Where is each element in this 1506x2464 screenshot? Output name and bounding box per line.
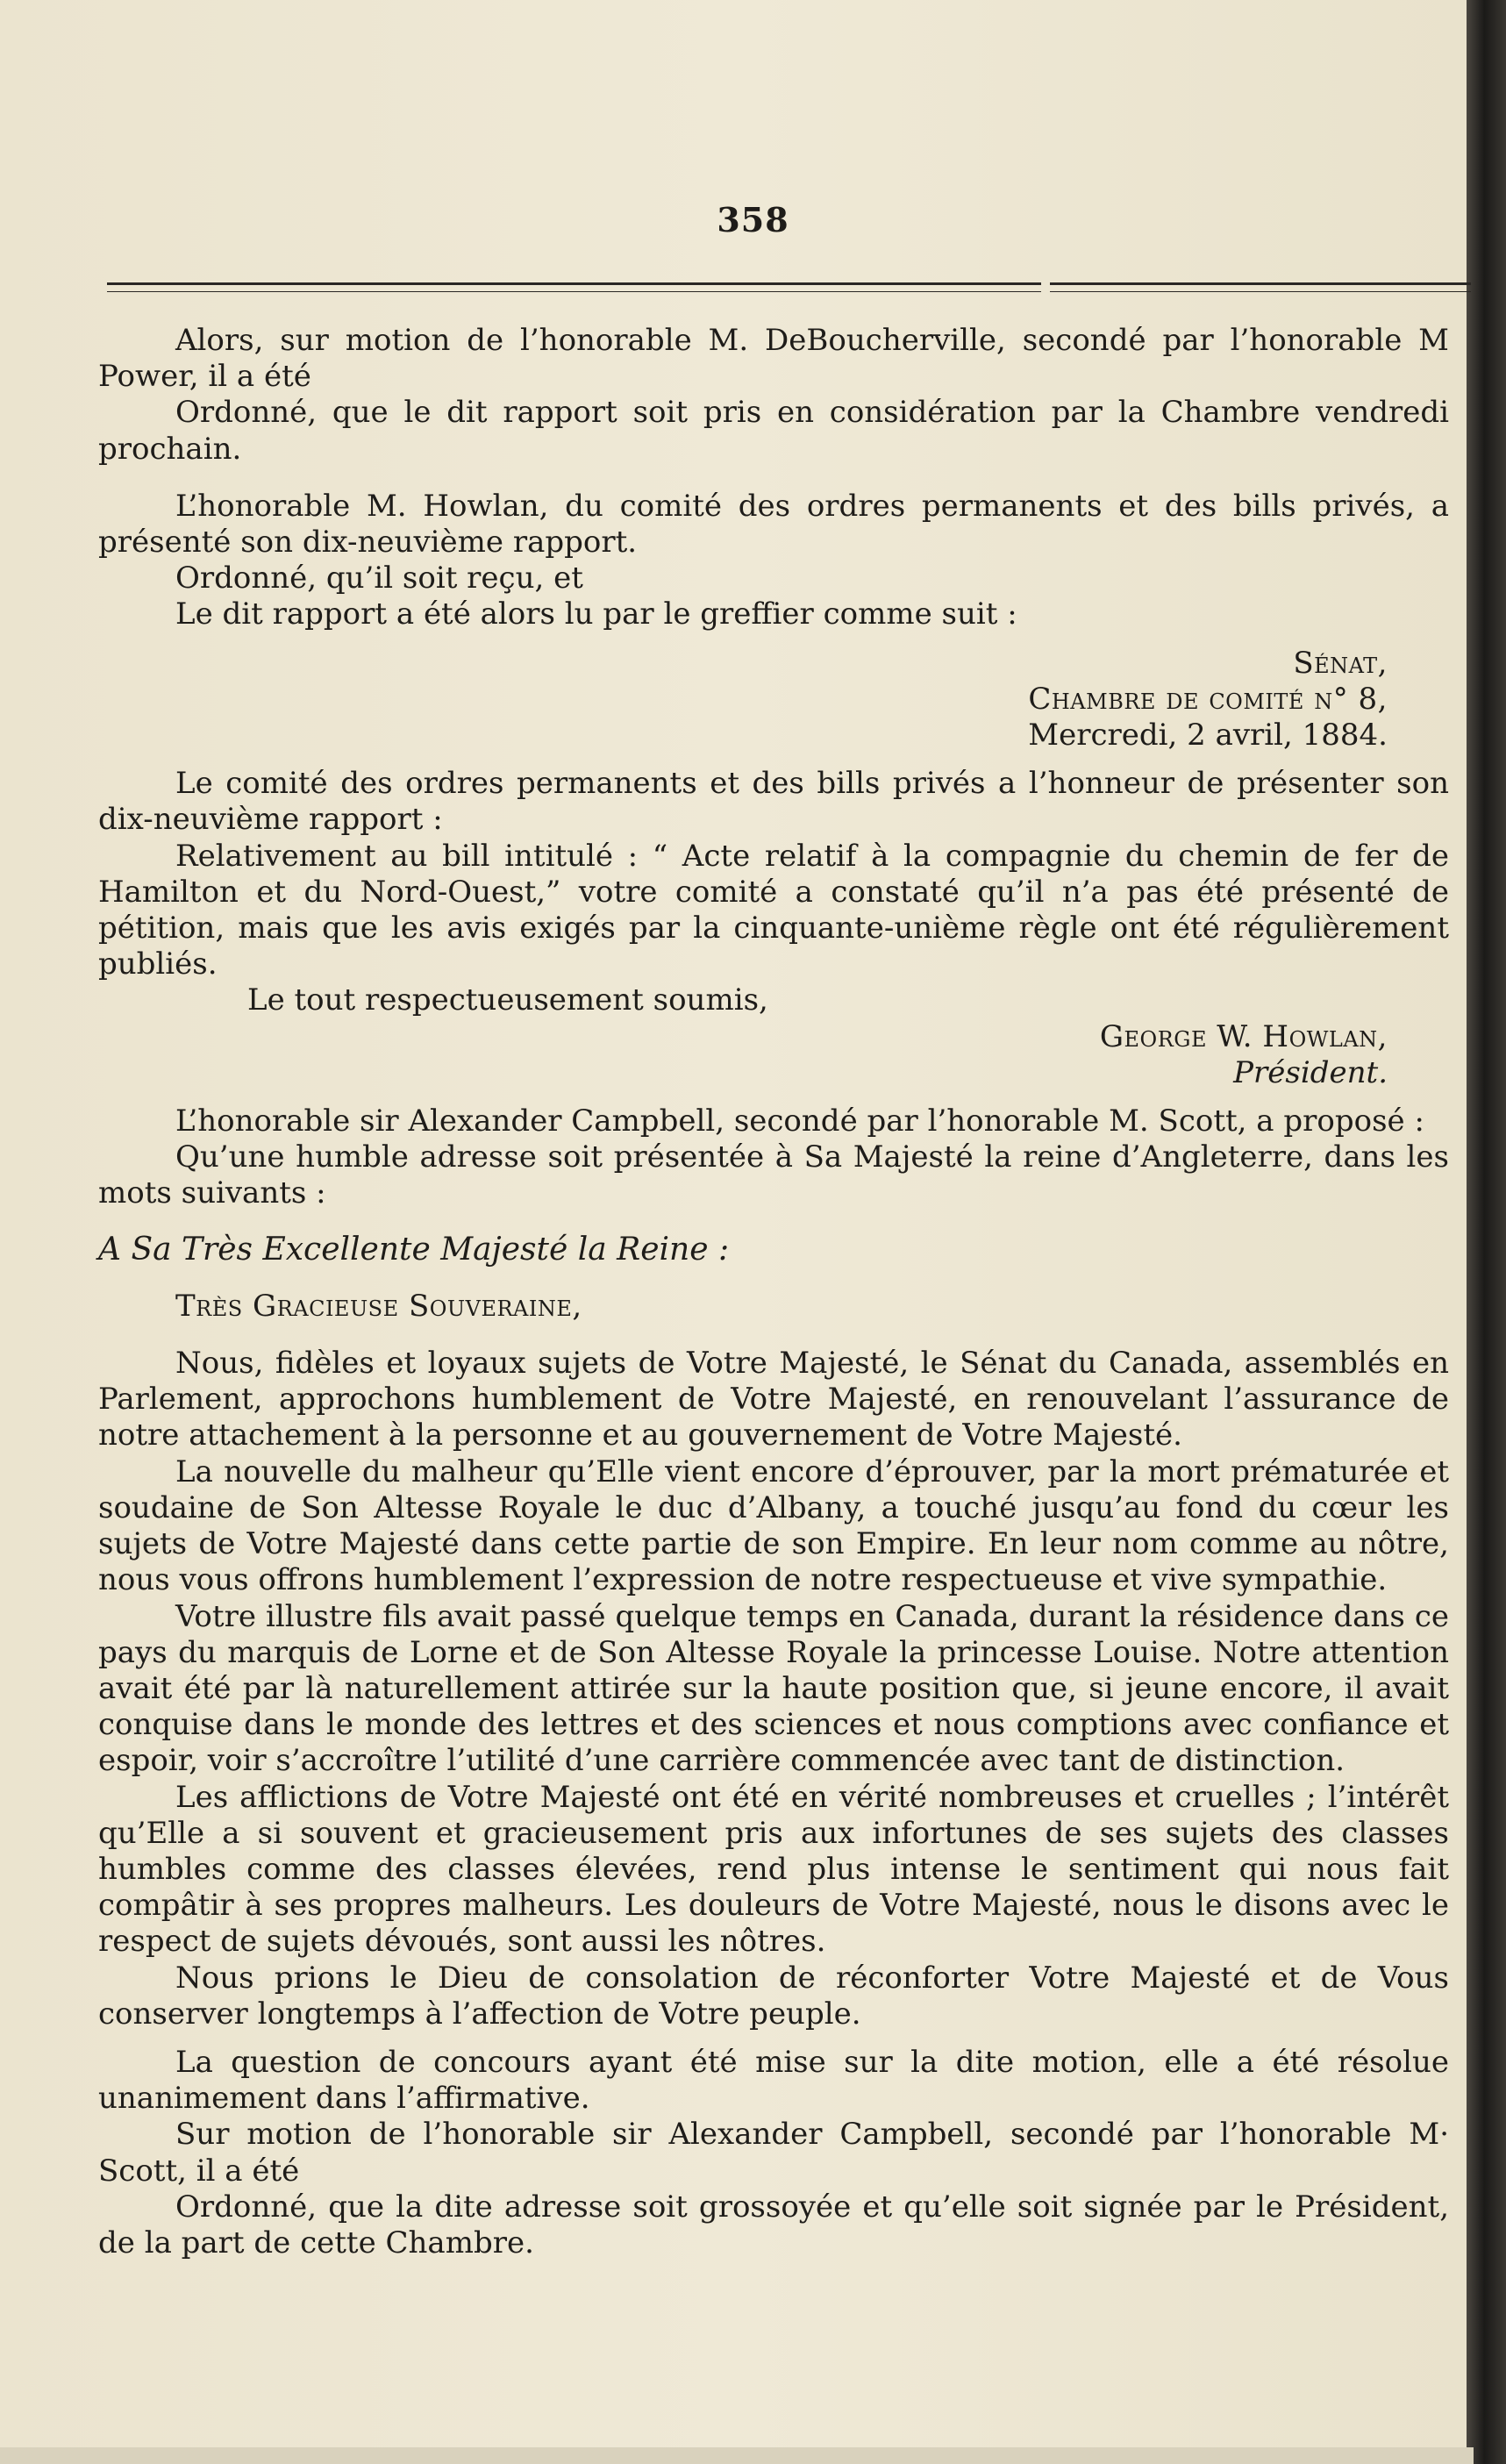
paragraph-respectueusement: Le tout respectueusement soumis,: [247, 982, 768, 1018]
page-bottom-edge: [0, 2447, 1474, 2464]
report-heading-senat: Sénat,: [1293, 645, 1388, 681]
paragraph-rapport-lu: Le dit rapport a été alors lu par le greffier comme suit :: [175, 596, 1017, 632]
header-rule-left: [107, 282, 1041, 292]
paragraph-campbell-propose: L’honorable sir Alexander Campbell, secondé par l’honorable M. Scott, a proposé :: [175, 1103, 1424, 1139]
paragraph-ordonne-consideration: Ordonné, que le dit rapport soit pris en considération par la Chambre vendredi prochain.: [98, 395, 1449, 467]
paragraph-humble-adresse: Qu’une humble adresse soit présentée à Sa Majesté la reine d’Angleterre, dans les mots suivants :: [98, 1139, 1449, 1211]
address-paragraph-afflictions: Les afflictions de Votre Majesté ont été en vérité nombreuses et cruelles ; l’intérêt qu’Elle a si souvent et gracieusement pris aux infortunes de ses sujets des classes humbles comme des classes élevées, rend plus intense le sentiment qui nous fait compâtir à ses propres malheurs. Les douleurs de Votre Majesté, nous le disons avec le respect de sujets dévoués, sont aussi les nôtres.: [98, 1779, 1449, 1960]
address-heading: A Sa Très Excellente Majesté la Reine :: [98, 1231, 730, 1268]
paragraph-ordonne-recu: Ordonné, qu’il soit reçu, et: [175, 561, 583, 596]
signature-name: George W. Howlan,: [1099, 1018, 1388, 1054]
paragraph-comite-honneur: Le comité des ordres permanents et des bills privés a l’honneur de présenter son dix-neuvième rapport :: [98, 766, 1449, 838]
report-heading-chambre: Chambre de comité n° 8,: [1028, 681, 1388, 717]
address-salutation: Très Gracieuse Souveraine,: [175, 1288, 582, 1324]
paragraph-bill-hamilton: Relativement au bill intitulé : “ Acte relatif à la compagnie du chemin de fer de Hamilton et du Nord-Ouest,” votre comité a constaté qu’il n’a pas été présenté de pétition, mais que les avis exigés par la cinquante-unième règle ont été régulièrement publiés.: [98, 838, 1449, 982]
address-paragraph-illustre-fils: Votre illustre fils avait passé quelque temps en Canada, durant la résidence dans ce pays du marquis de Lorne et de Son Altesse Royale la princesse Louise. Notre attention avait été par là naturellement attirée sur la haute position que, si jeune encore, il avait conquise dans le monde des lettres et des sciences et nous comptions avec confiance et espoir, voir s’accroître l’utilité d’une carrière commencée avec tant de distinction.: [98, 1598, 1449, 1779]
address-paragraph-prions: Nous prions le Dieu de consolation de réconforter Votre Majesté et de Vous conserver longtemps à l’affection de Votre peuple.: [98, 1960, 1449, 2032]
page-number: 358: [717, 200, 789, 239]
paragraph-motion-campbell: Sur motion de l’honorable sir Alexander Campbell, secondé par l’honorable M· Scott, il a été: [98, 2117, 1449, 2189]
header-rule-right: [1050, 282, 1471, 292]
paragraph-ordonne-grossoyee: Ordonné, que la dite adresse soit grossoyée et qu’elle soit signée par le Président, de la part de cette Chambre.: [98, 2189, 1449, 2260]
report-date: Mercredi, 2 avril, 1884.: [1028, 718, 1388, 753]
book-binding: [1467, 0, 1506, 2464]
address-paragraph-nouvelle: La nouvelle du malheur qu’Elle vient encore d’éprouver, par la mort prématurée et soudaine de Son Altesse Royale le duc d’Albany, a touché jusqu’au fond du cœur les sujets de Votre Majesté dans cette partie de son Empire. En leur nom comme au nôtre, nous vous offrons humblement l’expression de notre respectueuse et vive sympathie.: [98, 1453, 1449, 1598]
page-content: [98, 323, 1449, 2261]
paragraph-motion-deboucherville: Alors, sur motion de l’honorable M. DeBoucherville, secondé par l’honorable M Power, il a été: [98, 323, 1449, 395]
paragraph-question-concours: La question de concours ayant été mise sur la dite motion, elle a été résolue unanimement dans l’affirmative.: [98, 2044, 1449, 2117]
paragraph-howlan-report: L’honorable M. Howlan, du comité des ordres permanents et des bills privés, a présenté son dix-neuvième rapport.: [98, 488, 1449, 561]
signature-title: Président.: [1233, 1054, 1388, 1090]
address-paragraph-fideles: Nous, fidèles et loyaux sujets de Votre Majesté, le Sénat du Canada, assemblés en Parlement, approchons humblement de Votre Majesté, en renouvelant l’assurance de notre attachement à la personne et au gouvernement de Votre Majesté.: [98, 1346, 1449, 1453]
